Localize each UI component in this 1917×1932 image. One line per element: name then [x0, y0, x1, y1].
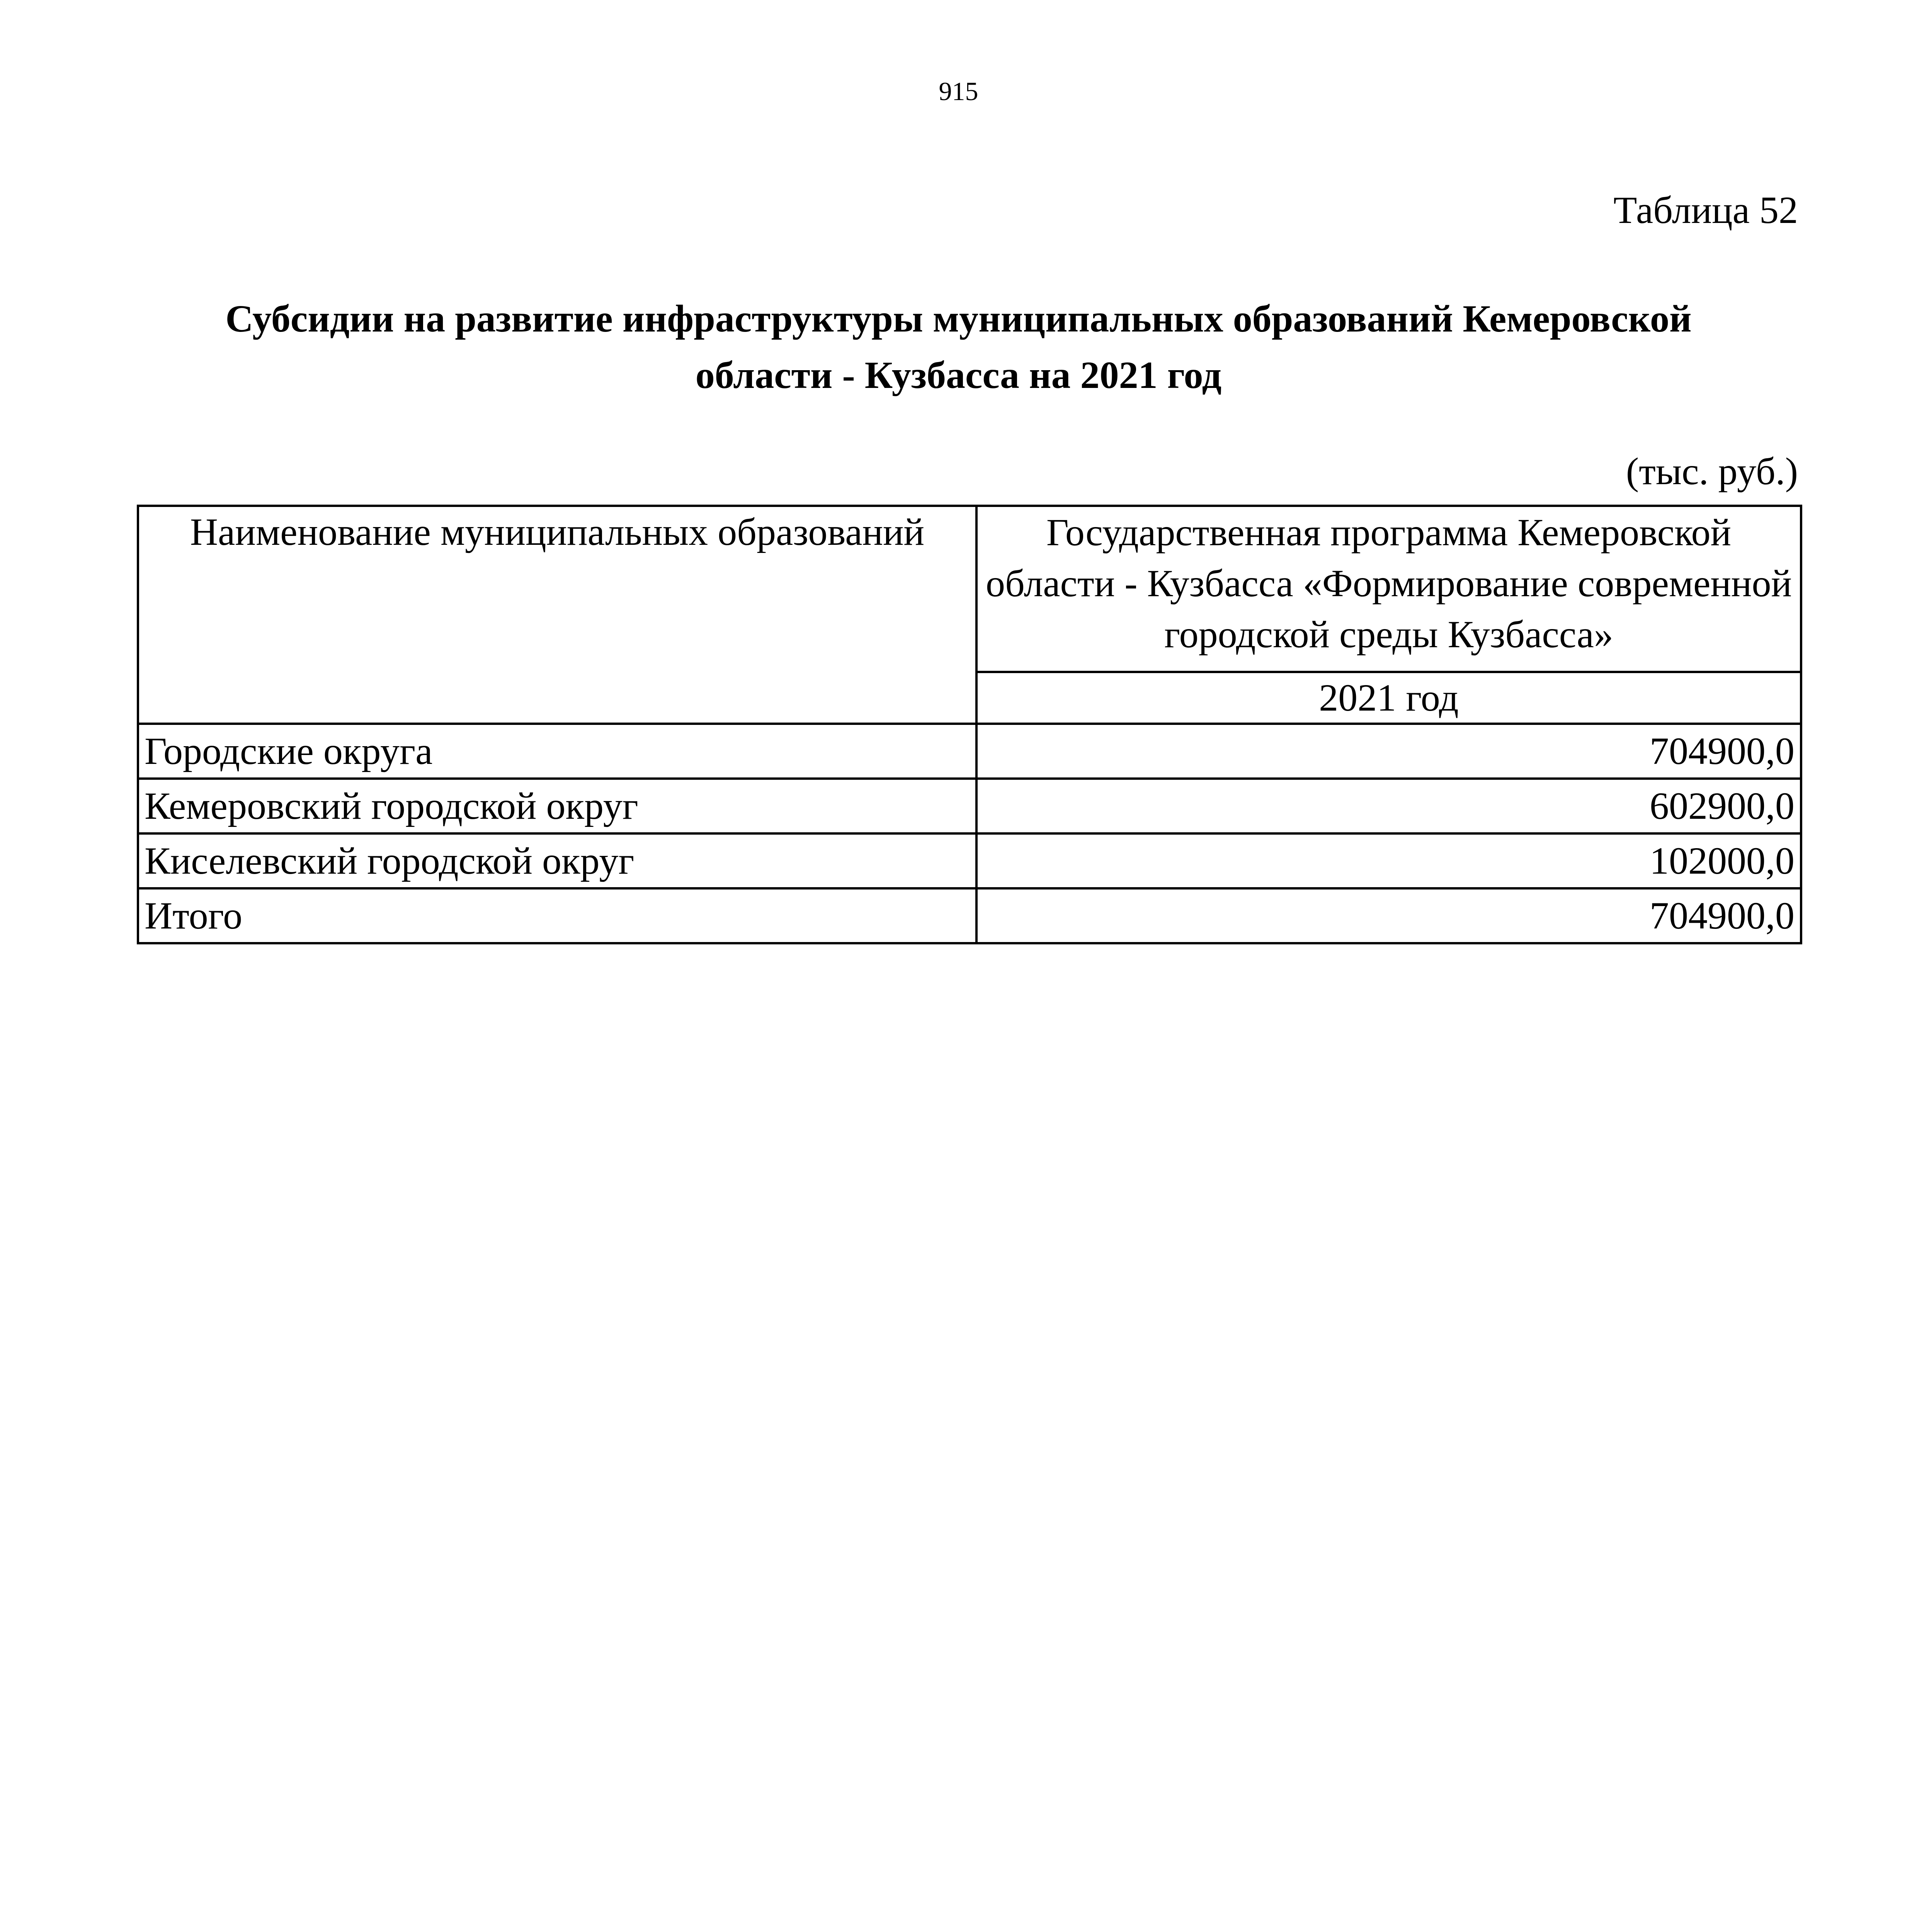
page-number: 915 [939, 77, 978, 106]
row-name-kemerovo: Кемеровский городской округ [138, 779, 976, 833]
row-name-urban-districts: Городские округа [138, 724, 976, 779]
document-title-line-1: Субсидии на развитие инфраструктуры муниципальных образований Кемеровской [225, 297, 1692, 340]
table-row [138, 779, 1801, 833]
table-header-row [138, 506, 1801, 672]
table-row [138, 888, 1801, 943]
row-value-kemerovo: 602900,0 [976, 779, 1801, 833]
row-value-kiselevsk: 102000,0 [976, 833, 1801, 888]
header-year: 2021 год [976, 672, 1801, 724]
document-title [147, 291, 1770, 403]
row-name-kiselevsk: Киселевский городской округ [138, 833, 976, 888]
header-program: Государственная программа Кемеровской области - Кузбасса «Формирование современной городской среды Кузбасса» [976, 506, 1801, 672]
table-row [138, 724, 1801, 779]
document-title-line-2: области - Кузбасса на 2021 год [695, 354, 1222, 396]
row-value-total: 704900,0 [976, 888, 1801, 943]
row-value-urban-districts: 704900,0 [976, 724, 1801, 779]
header-municipality-name: Наименование муниципальных образований [138, 506, 976, 724]
subsidy-table [137, 505, 1802, 944]
row-name-total: Итого [138, 888, 976, 943]
table-row [138, 833, 1801, 888]
units-label: (тыс. руб.) [1626, 450, 1798, 493]
table-label: Таблица 52 [1613, 189, 1798, 231]
